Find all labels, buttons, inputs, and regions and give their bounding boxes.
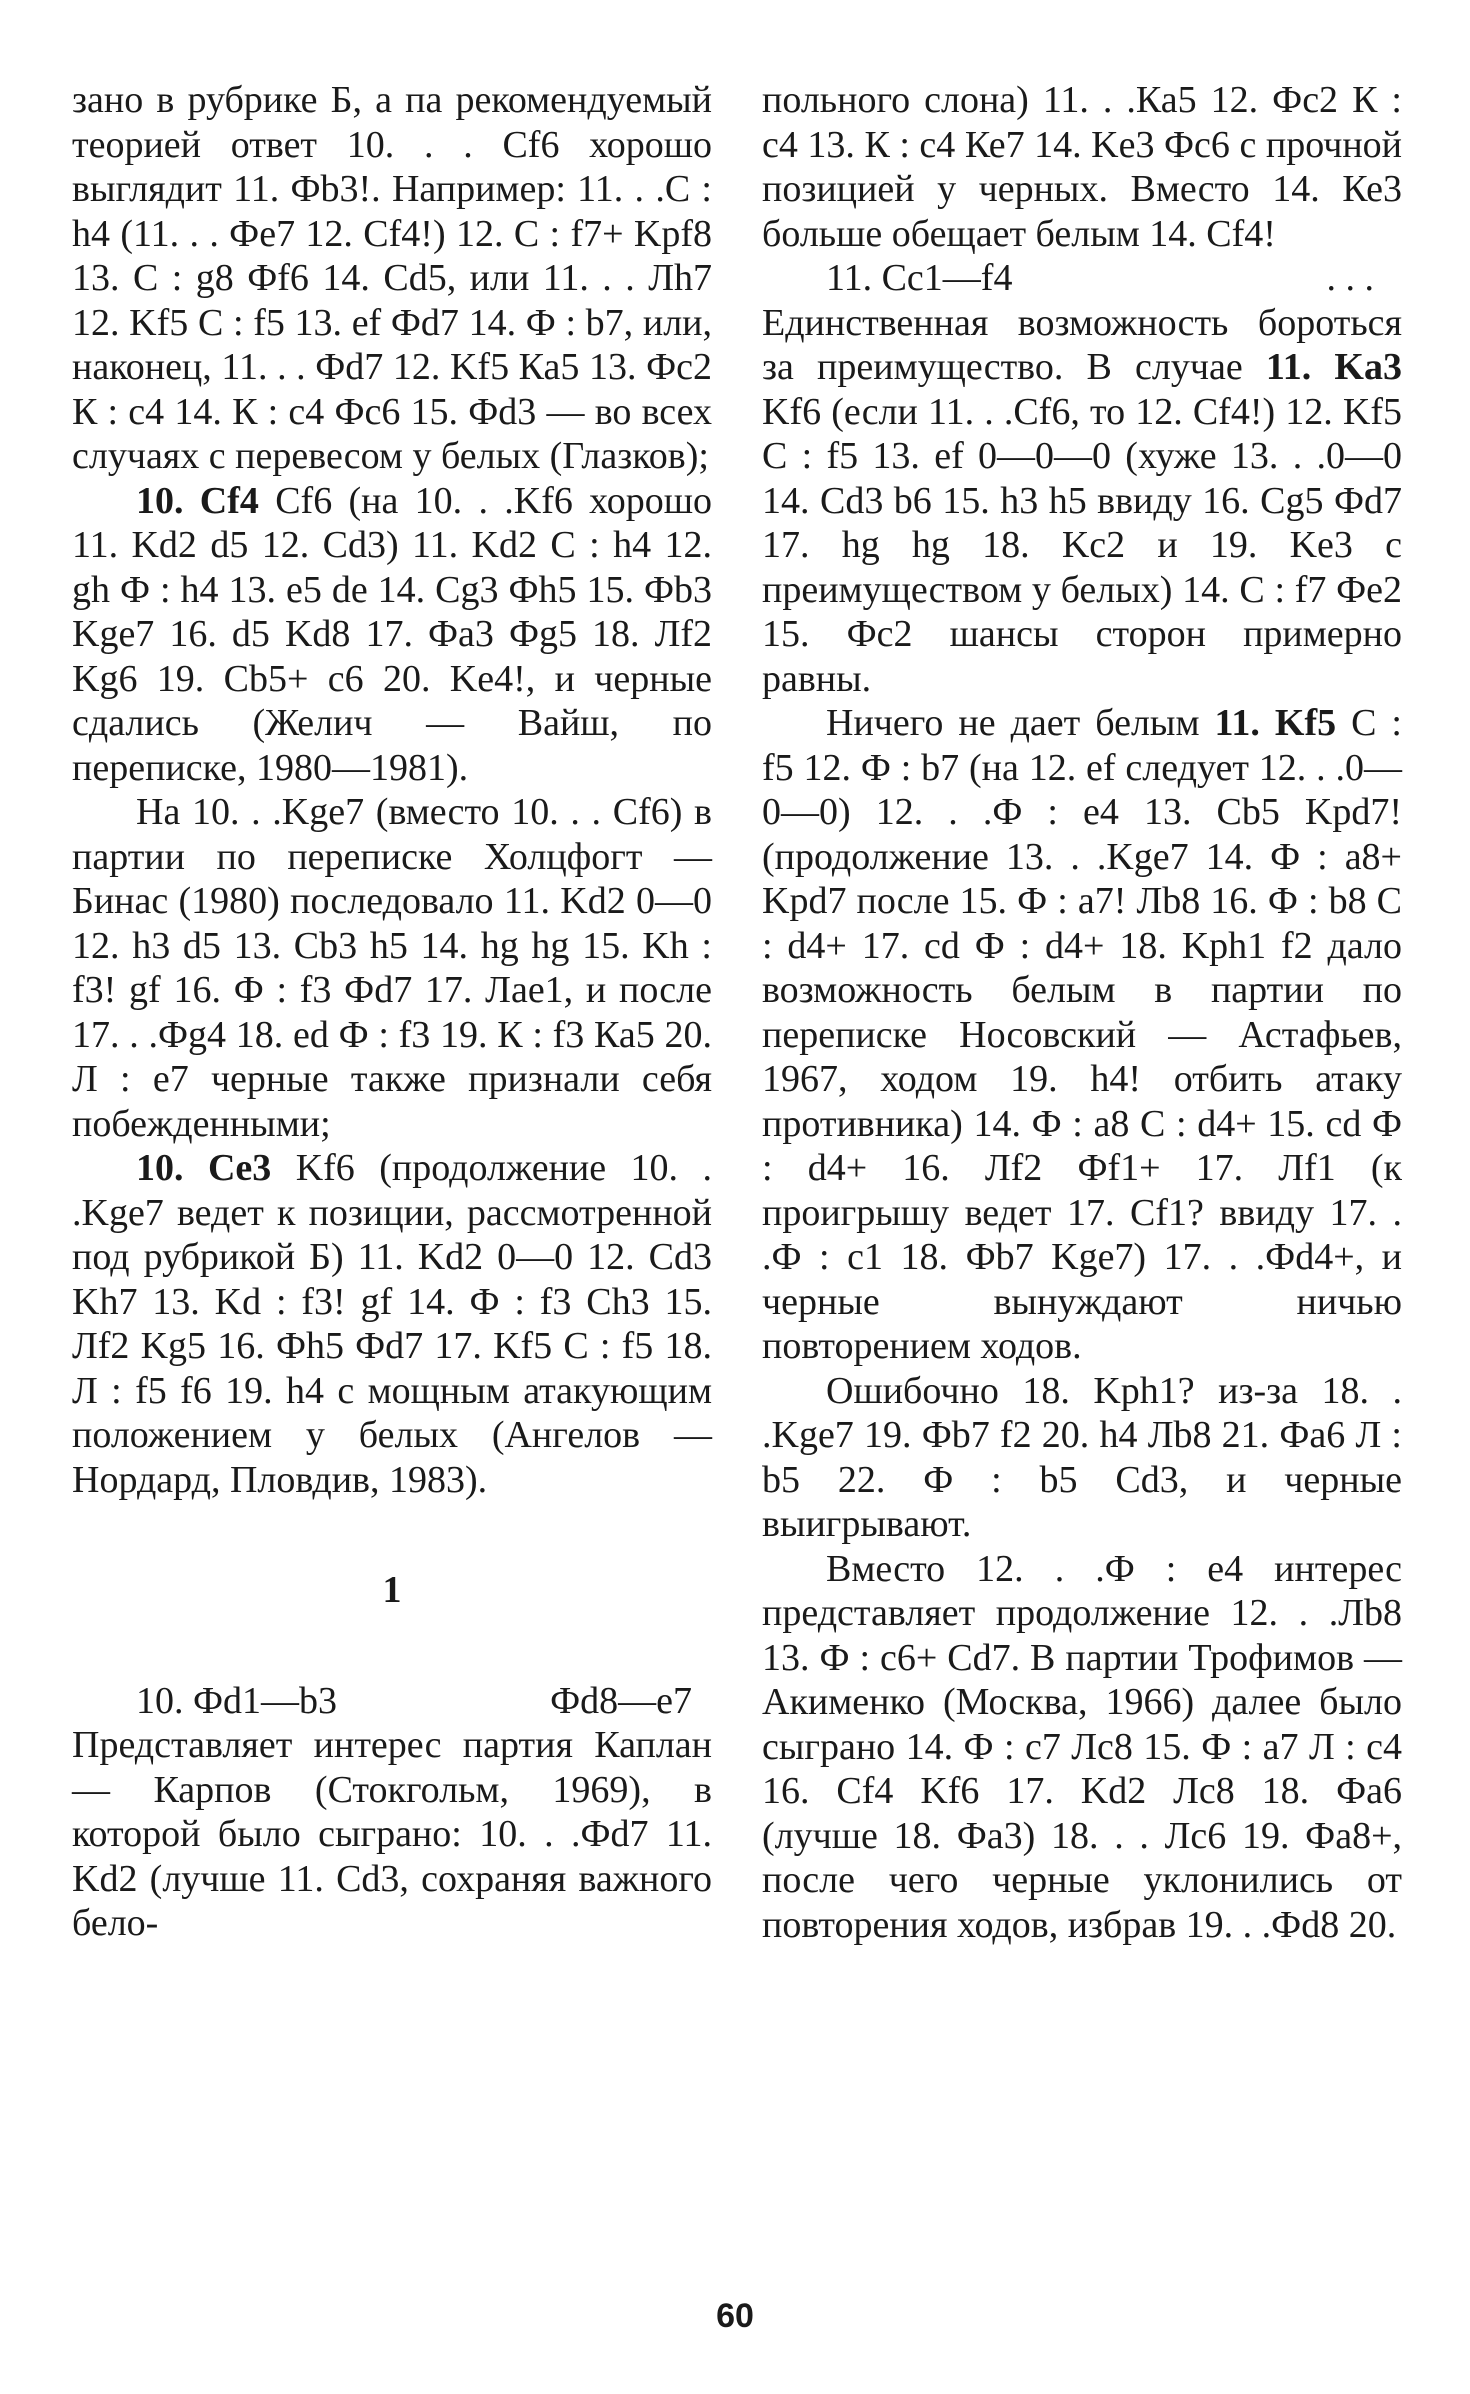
- move-line: [72, 1679, 712, 1724]
- bold-move: 11. Ka3: [1265, 346, 1402, 388]
- section-heading: 1: [382, 1569, 402, 1611]
- paragraph: [72, 1146, 722, 1502]
- bold-move: 11. Kf5: [1214, 702, 1337, 744]
- move-white: 10. Фd1—b3: [136, 1679, 338, 1722]
- paragraph-text: Единственная возможность бороться за преимущество. В случае: [762, 301, 1412, 388]
- paragraph-text: С : f5 12. Ф : b7 (на 12. ef следует 12. . .0—0—0) 12. . .Ф : е4 13. Cb5 Kpd7! (продолжение 13. . .Kge7 14. Ф : а8+ Kpd7 после 15. Ф : а7! Лb8 16. Ф : b8 С : d4+ 17. cd Ф : d4+ 18. Kph1 f2 дало возможность белым в партии по переписке Носовский — Астафьев, 1967, ходом 19. h4! отбить атаку противника) 14. Ф : а8 С : d4+ 15. cd Ф : d4+ 16. Лf2 Фf1+ 17. Лf1 (к проигрышу ведет 17. Cf1? ввиду 17. . .Ф : с1 18. Фb7 Kge7) 17. . .Фd4+, и черные вынуждают ничью повторением ходов.: [762, 702, 1412, 1367]
- paragraph-text: Kf6 (если 11. . .Cf6, то 12. Cf4!) 12. Kf5 С : f5 13. ef 0—0—0 (хуже 13. . .0—0 14. Cd3 b6 15. h3 h5 ввиду 16. Cg5 Фd7 17. hg hg 18. Kc2 и 19. Ke3 с преимуществом у белых) 14. С : f7 Фе2 15. Фс2 шансы сторон примерно равны.: [762, 346, 1412, 700]
- move-black: Фd8—e7: [550, 1679, 692, 1722]
- paragraph: [762, 701, 1412, 1369]
- bold-move: 10. Ce3: [136, 1147, 272, 1189]
- bold-move: 10. Cf4: [136, 479, 259, 522]
- paragraph: На 10. . .Kge7 (вместо 10. . . Cf6) в партии по переписке Холцфогт — Бинас (1980) последовало 11. Kd2 0—0 12. h3 d5 13. Cb3 h5 14. hg hg 15. Kh : f3! gf 16. Ф : f3 Фd7 17. Лае1, и после 17. . .Фg4 18. ed Ф : f3 19. К : f3 Ка5 20. Л : е7 черные также признали себя побежденными;: [72, 791, 722, 1145]
- paragraph: [762, 301, 1412, 702]
- paragraph: зано в рубрике Б, а па рекомендуемый теорией ответ 10. . . Cf6 хорошо выглядит 11. Фb3!. Например: 11. . .С : h4 (11. . . Фе7 12. Cf4!) 12. С : f7+ Kpf8 13. С : g8 Фf6 14. Cd5, или 11. . . Лh7 12. Kf5 С : f5 13. ef Фd7 14. Ф : b7, или, наконец, 11. . . Фd7 12. Kf5 Ка5 13. Фс2 К : с4 14. К : с4 Фс6 15. Фd3 — во всех случаях с перевесом у белых (Глазков);: [72, 79, 722, 477]
- paragraph-text: Cf6 (на 10. . .Kf6 хорошо 11. Kd2 d5 12. Cd3) 11. Kd2 С : h4 12. gh Ф : h4 13. e5 de 14. Cg3 Фh5 15. Фb3 Kge7 16. d5 Kd8 17. Фа3 Фg5 18. Лf2 Kg6 19. Cb5+ c6 20. Ke4!, и черные сдались (Желич — Вайш, по переписке, 1980—1981).: [72, 479, 722, 789]
- left-column: [72, 78, 722, 1946]
- move-line: [762, 256, 1402, 301]
- move-black: . . .: [1326, 257, 1374, 299]
- paragraph: Ошибочно 18. Kph1? из-за 18. . .Kge7 19. Фb7 f2 20. h4 Лb8 21. Фа6 Л : b5 22. Ф : b5 Cd3, и черные выигрывают.: [762, 1369, 1412, 1545]
- paragraph: Представляет интерес партия Каплан — Карпов (Стокгольм, 1969), в которой было сыграно: 10. . .Фd7 11. Kd2 (лучше 11. Cd3, сохраняя важного бело-: [72, 1724, 722, 1944]
- move-white: 11. Cc1—f4: [826, 257, 1013, 299]
- paragraph: [72, 479, 722, 791]
- page-number: 60: [716, 2297, 754, 2335]
- paragraph-text: Kf6 (продолжение 10. . .Kge7 ведет к позиции, рассмотренной под рубрикой Б) 11. Kd2 0—0 12. Cd3 Kh7 13. Kd : f3! gf 14. Ф : f3 Ch3 15. Лf2 Kg5 16. Фh5 Фd7 17. Kf5 С : f5 18. Л : f5 f6 19. h4 с мощным атакующим положением у белых (Ангелов — Нордард, Пловдив, 1983).: [72, 1147, 722, 1501]
- paragraph-text: Ничего не дает белым: [826, 702, 1215, 744]
- right-column: [762, 78, 1412, 1947]
- paragraph: Вместо 12. . .Ф : е4 интерес представляет продолжение 12. . .Лb8 13. Ф : с6+ Cd7. В партии Трофимов — Акименко (Москва, 1966) далее было сыграно 14. Ф : с7 Лс8 15. Ф : а7 Л : с4 16. Cf4 Kf6 17. Kd2 Лс8 18. Фа6 (лучше 18. Фа3) 18. . . Лс6 19. Фа8+, после чего черные уклонились от повторения ходов, избрав 19. . .Фd8 20.: [762, 1547, 1412, 1946]
- paragraph: польного слона) 11. . .Ка5 12. Фс2 К : с4 13. К : с4 Ке7 14. Ke3 Фс6 с прочной позицией у черных. Вместо 14. Ке3 больше обещает белым 14. Cf4!: [762, 79, 1412, 255]
